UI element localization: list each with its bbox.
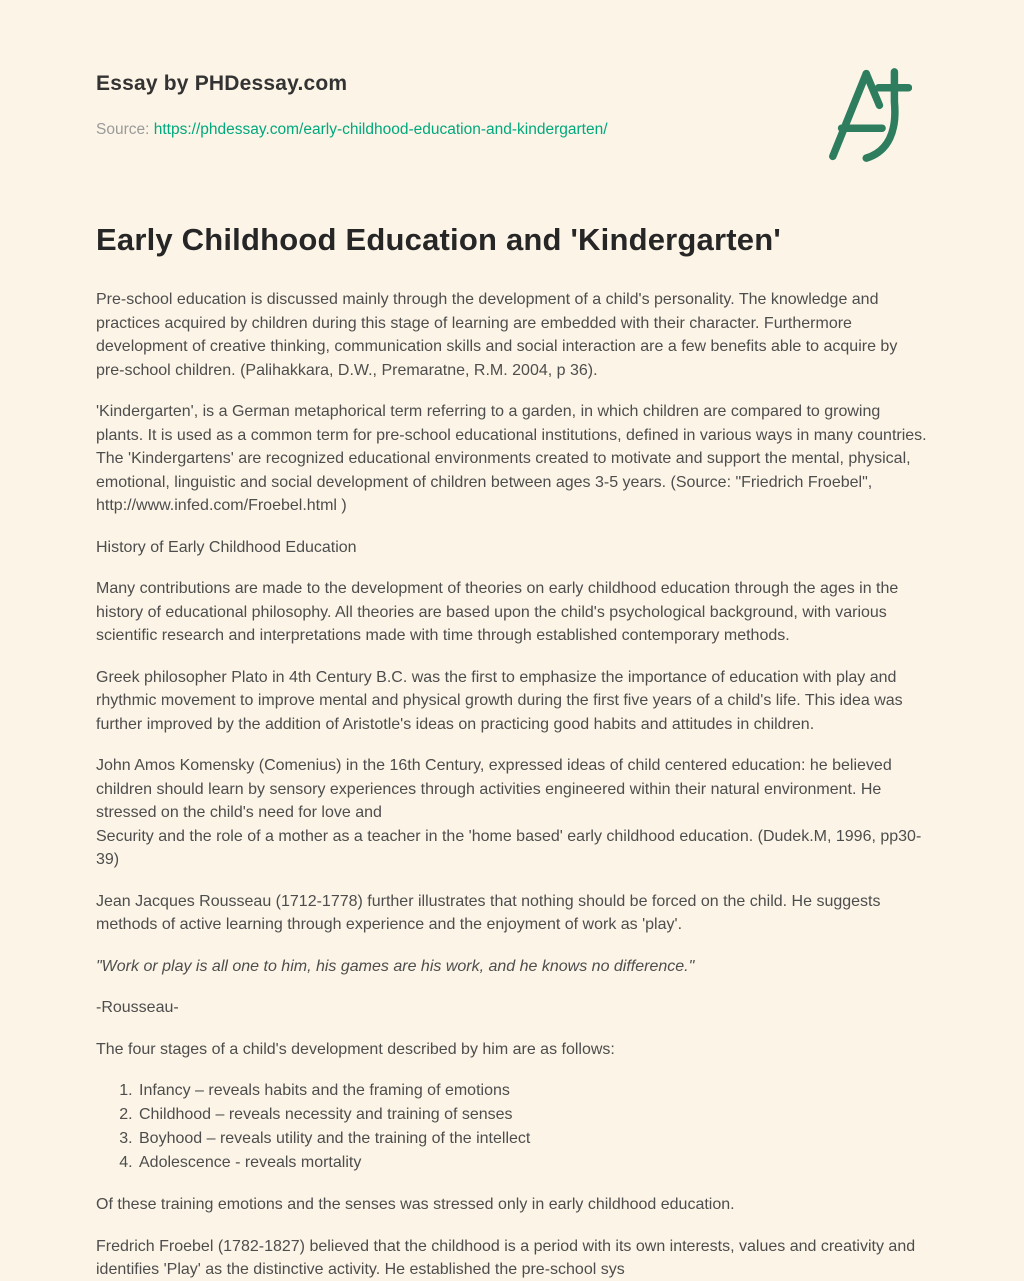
section-heading-history: History of Early Childhood Education [96,538,357,556]
paragraph-stressed-training: Of these training emotions and the senses was stressed only in early childhood education. [96,1196,735,1214]
paragraph-rousseau: Jean Jacques Rousseau (1712-1778) further illustrates that nothing should be forced on the child. He suggests methods of active learning through experience and the enjoyment of work as 'play'. [96,892,881,934]
paragraph-intro: Pre-school education is discussed mainly through the development of a child's personality. The knowledge and practices acquired by children during this stage of learning are embedded with their character. Furthermore development of creative thinking, communication skills and social interaction are a few benefits able to acquire by pre-school children. (Palihakkara, D.W., Premaratne, R.M. 2004, p 36). [96,291,898,379]
stage-item-childhood: 2. Childhood – reveals necessity and training of senses [137,1103,928,1127]
paragraph-komensky-line1: John Amos Komensky (Comenius) in the 16th Century, expressed ideas of child centered education: he believed children should learn by sensory experiences through activities engineered within their natural environment. He stressed on the child's need for love and [96,757,892,822]
paragraph-froebel: Fredrich Froebel (1782-1827) believed that the childhood is a period with its own interests, values and creativity and identifies 'Play' as the distinctive activity. He established the pre-school sys [96,1237,916,1279]
rousseau-quote: "Work or play is all one to him, his games are his work, and he knows no difference." [96,957,695,975]
paragraph-four-stages-intro: The four stages of a child's development described by him are as follows: [96,1040,615,1058]
stage-item-boyhood: 3. Boyhood – reveals utility and the training of the intellect [137,1127,928,1151]
stage-item-adolescence: 4. Adolescence - reveals mortality [137,1151,928,1175]
paragraph-komensky-line2: Security and the role of a mother as a teacher in the 'home based' early childhood education. (Dudek.M, 1996, pp30-39) [96,827,922,869]
quote-attribution: -Rousseau- [96,999,179,1017]
source-url-link[interactable]: https://phdessay.com/early-childhood-education-and-kindergarten/ [153,121,608,138]
paragraph-contributions: Many contributions are made to the development of theories on early childhood education through the ages in the history of educational philosophy. All theories are based upon the child's psychological background, with various scientific research and interpretations made with time through established contemporary methods. [96,580,899,645]
source-line [96,121,928,139]
paragraph-kindergarten-definition: 'Kindergarten', is a German metaphorical term referring to a garden, in which children are compared to growing plants. It is used as a common term for pre-school educational institutions, defined in various ways in many countries. The 'Kindergartens' are recognized educational environments created to motivate and support the mental, physical, emotional, linguistic and social development of children between ages 3-5 years. (Source: "Friedrich Froebel", http://www.infed.com/Froebel.html ) [96,403,927,515]
development-stages-list [96,1079,928,1175]
article-title: Early Childhood Education and 'Kindergarten' [96,222,781,257]
paragraph-plato-aristotle: Greek philosopher Plato in 4th Century B.C. was the first to emphasize the importance of education with play and rhythmic movement to improve mental and physical growth during the first five years of a child's life. This idea was further improved by the addition of Aristotle's ideas on practicing good habits and attitudes in children. [96,668,903,733]
source-label: Source: [96,121,150,138]
stage-item-infancy: 1. Infancy – reveals habits and the framing of emotions [137,1079,928,1103]
phdessay-logo [824,66,912,164]
paragraph-komensky [96,754,928,872]
a-plus-logo-icon [824,66,912,164]
essay-byline: Essay by PHDessay.com [96,72,348,95]
article-body [96,288,928,1281]
